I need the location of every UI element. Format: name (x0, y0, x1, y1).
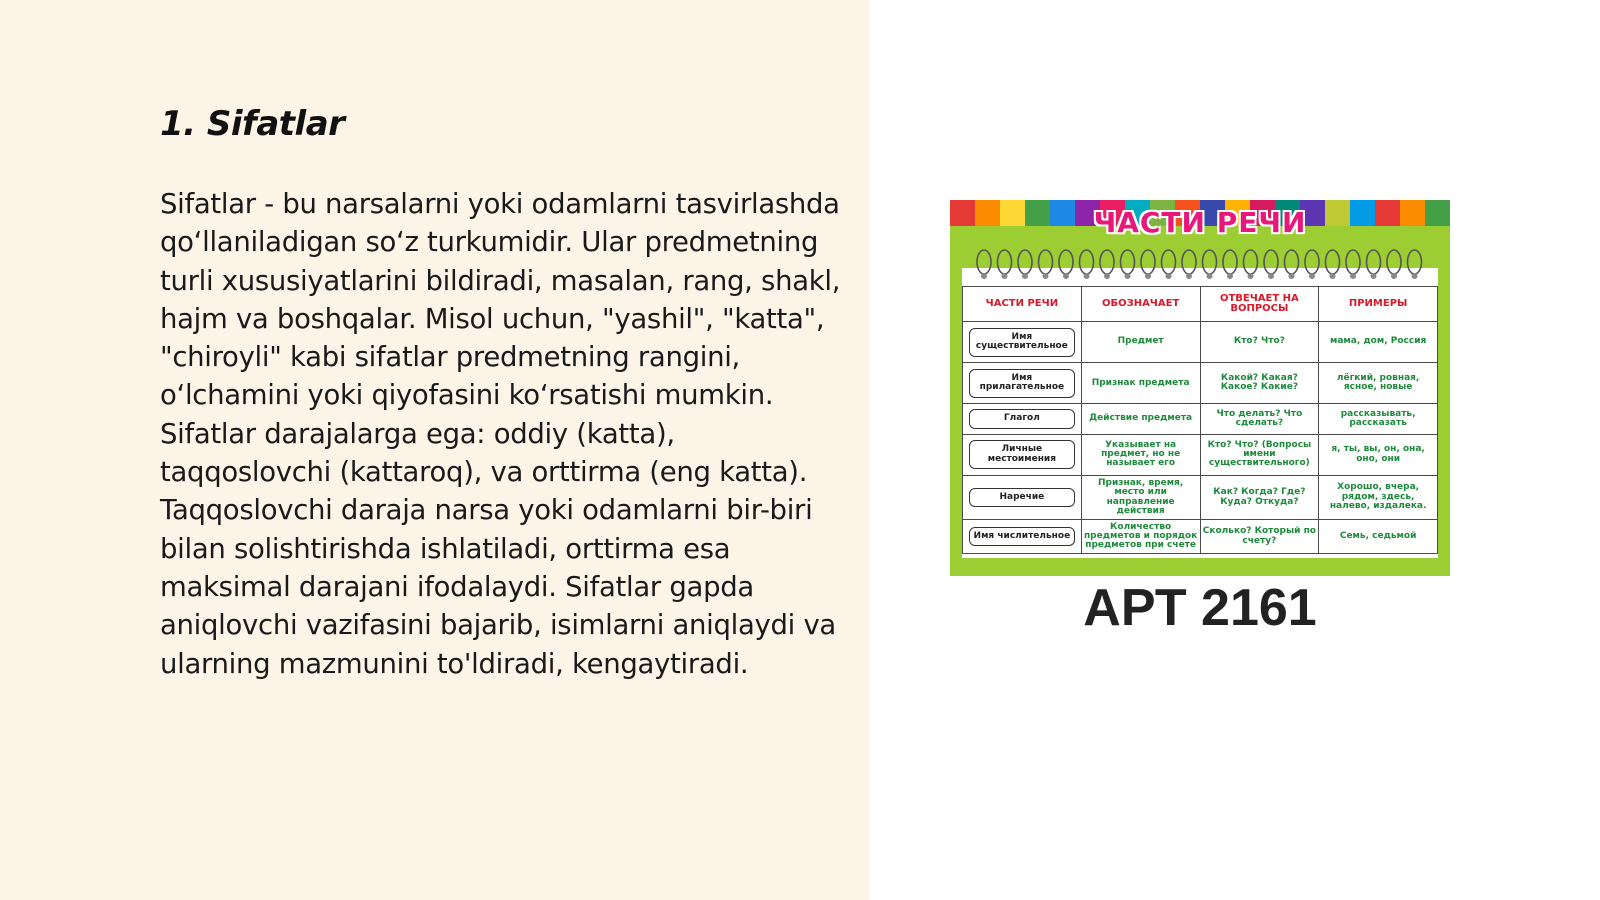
spiral-hole (1207, 273, 1213, 279)
spiral-ring (1080, 250, 1094, 274)
slide-title: 1. Sifatlar (160, 104, 345, 144)
parts-of-speech-table (962, 286, 1438, 554)
spiral-ring (1059, 250, 1073, 274)
means-cell: Признак предмета (1081, 363, 1200, 404)
spiral-hole (1043, 273, 1049, 279)
poster-title: ЧАСТИ РЕЧИ (1093, 206, 1307, 239)
spiral-hole (1412, 273, 1418, 279)
spiral-ring (1346, 250, 1360, 274)
examples-cell: Хорошо, вчера, рядом, здесь, налево, издалека. (1319, 475, 1438, 519)
spiral-hole (1371, 273, 1377, 279)
spiral-ring (1326, 250, 1340, 274)
table-row (963, 475, 1438, 519)
spiral-hole (1145, 273, 1151, 279)
examples-cell: мама, дом, Россия (1319, 322, 1438, 363)
part-of-speech-cell (963, 322, 1082, 363)
spiral-ring (1203, 250, 1217, 274)
spiral-hole (1084, 273, 1090, 279)
spiral-hole (1125, 273, 1131, 279)
questions-cell: Что делать? Что сделать? (1200, 404, 1319, 434)
spiral-hole (1391, 273, 1397, 279)
spiral-ring (1121, 250, 1135, 274)
spiral-hole (1022, 273, 1028, 279)
table-header-row (963, 287, 1438, 322)
spiral-ring (1244, 250, 1258, 274)
table-row (963, 520, 1438, 554)
spiral-ring (1141, 250, 1155, 274)
part-of-speech-cell (963, 434, 1082, 475)
spiral-hole (1063, 273, 1069, 279)
spiral-ring (1264, 250, 1278, 274)
examples-cell: рассказывать, рассказать (1319, 404, 1438, 434)
part-of-speech-cell (963, 404, 1082, 434)
means-cell: Признак, время, место или направление действия (1081, 475, 1200, 519)
part-of-speech-cell (963, 475, 1082, 519)
spiral-ring (1285, 250, 1299, 274)
spiral-ring (1100, 250, 1114, 274)
table-row (963, 434, 1438, 475)
part-of-speech-tag: Личные местоимения (969, 440, 1075, 469)
spiral-hole (1309, 273, 1315, 279)
questions-cell: Кто? Что? (1200, 322, 1319, 363)
spiral-hole (1330, 273, 1336, 279)
spiral-ring (1182, 250, 1196, 274)
header-cell: ОБОЗНАЧАЕТ (1081, 287, 1200, 322)
questions-cell: Какой? Какая? Какое? Какие? (1200, 363, 1319, 404)
examples-cell: лёгкий, ровная, ясное, новые (1319, 363, 1438, 404)
examples-cell: я, ты, вы, он, она, оно, они (1319, 434, 1438, 475)
spiral-hole (1289, 273, 1295, 279)
spiral-binding-icon (976, 248, 1424, 284)
spiral-ring (1367, 250, 1381, 274)
spiral-ring (1387, 250, 1401, 274)
spiral-hole (1104, 273, 1110, 279)
spiral-ring (1305, 250, 1319, 274)
spiral-hole (1166, 273, 1172, 279)
table-row (963, 363, 1438, 404)
means-cell: Количество предметов и порядок предметов при счете (1081, 520, 1200, 554)
part-of-speech-tag: Глагол (969, 409, 1075, 428)
part-of-speech-tag: Имя прилагательное (969, 369, 1075, 398)
part-of-speech-cell (963, 520, 1082, 554)
header-cell: ОТВЕЧАЕТ НА ВОПРОСЫ (1200, 287, 1319, 322)
spiral-hole (1227, 273, 1233, 279)
means-cell: Указывает на предмет, но не называет его (1081, 434, 1200, 475)
spiral-hole (981, 273, 987, 279)
spiral-hole (1350, 273, 1356, 279)
part-of-speech-tag: Наречие (969, 488, 1075, 507)
poster-code: АРТ 2161 (1083, 579, 1317, 637)
parts-of-speech-poster (950, 200, 1450, 576)
questions-cell: Кто? Что? (Вопросы имени существительного) (1200, 434, 1319, 475)
spiral-ring (1018, 250, 1032, 274)
part-of-speech-tag: Имя числительное (969, 527, 1075, 546)
spiral-hole (1186, 273, 1192, 279)
examples-cell: Семь, седьмой (1319, 520, 1438, 554)
part-of-speech-tag: Имя существительное (969, 328, 1075, 357)
spiral-hole (1248, 273, 1254, 279)
spiral-hole (1268, 273, 1274, 279)
table-row (963, 404, 1438, 434)
means-cell: Предмет (1081, 322, 1200, 363)
questions-cell: Как? Когда? Где? Куда? Откуда? (1200, 475, 1319, 519)
questions-cell: Сколько? Который по счету? (1200, 520, 1319, 554)
slide-body-text: Sifatlar - bu narsalarni yoki odamlarni tasvirlashda qo‘llaniladigan so‘z turkumidir. Ular predmetning turli xususiyatlarini bildiradi, masalan, rang, shakl, hajm va boshqalar. Misol uchun, "yashil", "katta", "chiroyli" kabi sifatlar predmetning rangini, o‘lchamini yoki qiyofasini ko‘rsatishi mumkin. Sifatlar darajalarga ega: oddiy (katta), taqqoslovchi (kattaroq), va orttirma (eng katta). Taqqoslovchi daraja narsa yoki odamlarni bir-biri bilan solishtirishda ishlatiladi, orttirma esa maksimal darajani ifodalaydi. Sifatlar gapda aniqlovchi vazifasini bajarib, isimlarni aniqlaydi va ularning mazmunini to'ldiradi, kengaytiradi. (160, 188, 841, 680)
spiral-ring (1223, 250, 1237, 274)
spiral-hole (1002, 273, 1008, 279)
spiral-ring (998, 250, 1012, 274)
spiral-ring (977, 250, 991, 274)
means-cell: Действие предмета (1081, 404, 1200, 434)
spiral-ring (1162, 250, 1176, 274)
spiral-ring (1039, 250, 1053, 274)
header-cell: ПРИМЕРЫ (1319, 287, 1438, 322)
spiral-ring (1408, 250, 1422, 274)
part-of-speech-cell (963, 363, 1082, 404)
header-cell: ЧАСТИ РЕЧИ (963, 287, 1082, 322)
table-row (963, 322, 1438, 363)
